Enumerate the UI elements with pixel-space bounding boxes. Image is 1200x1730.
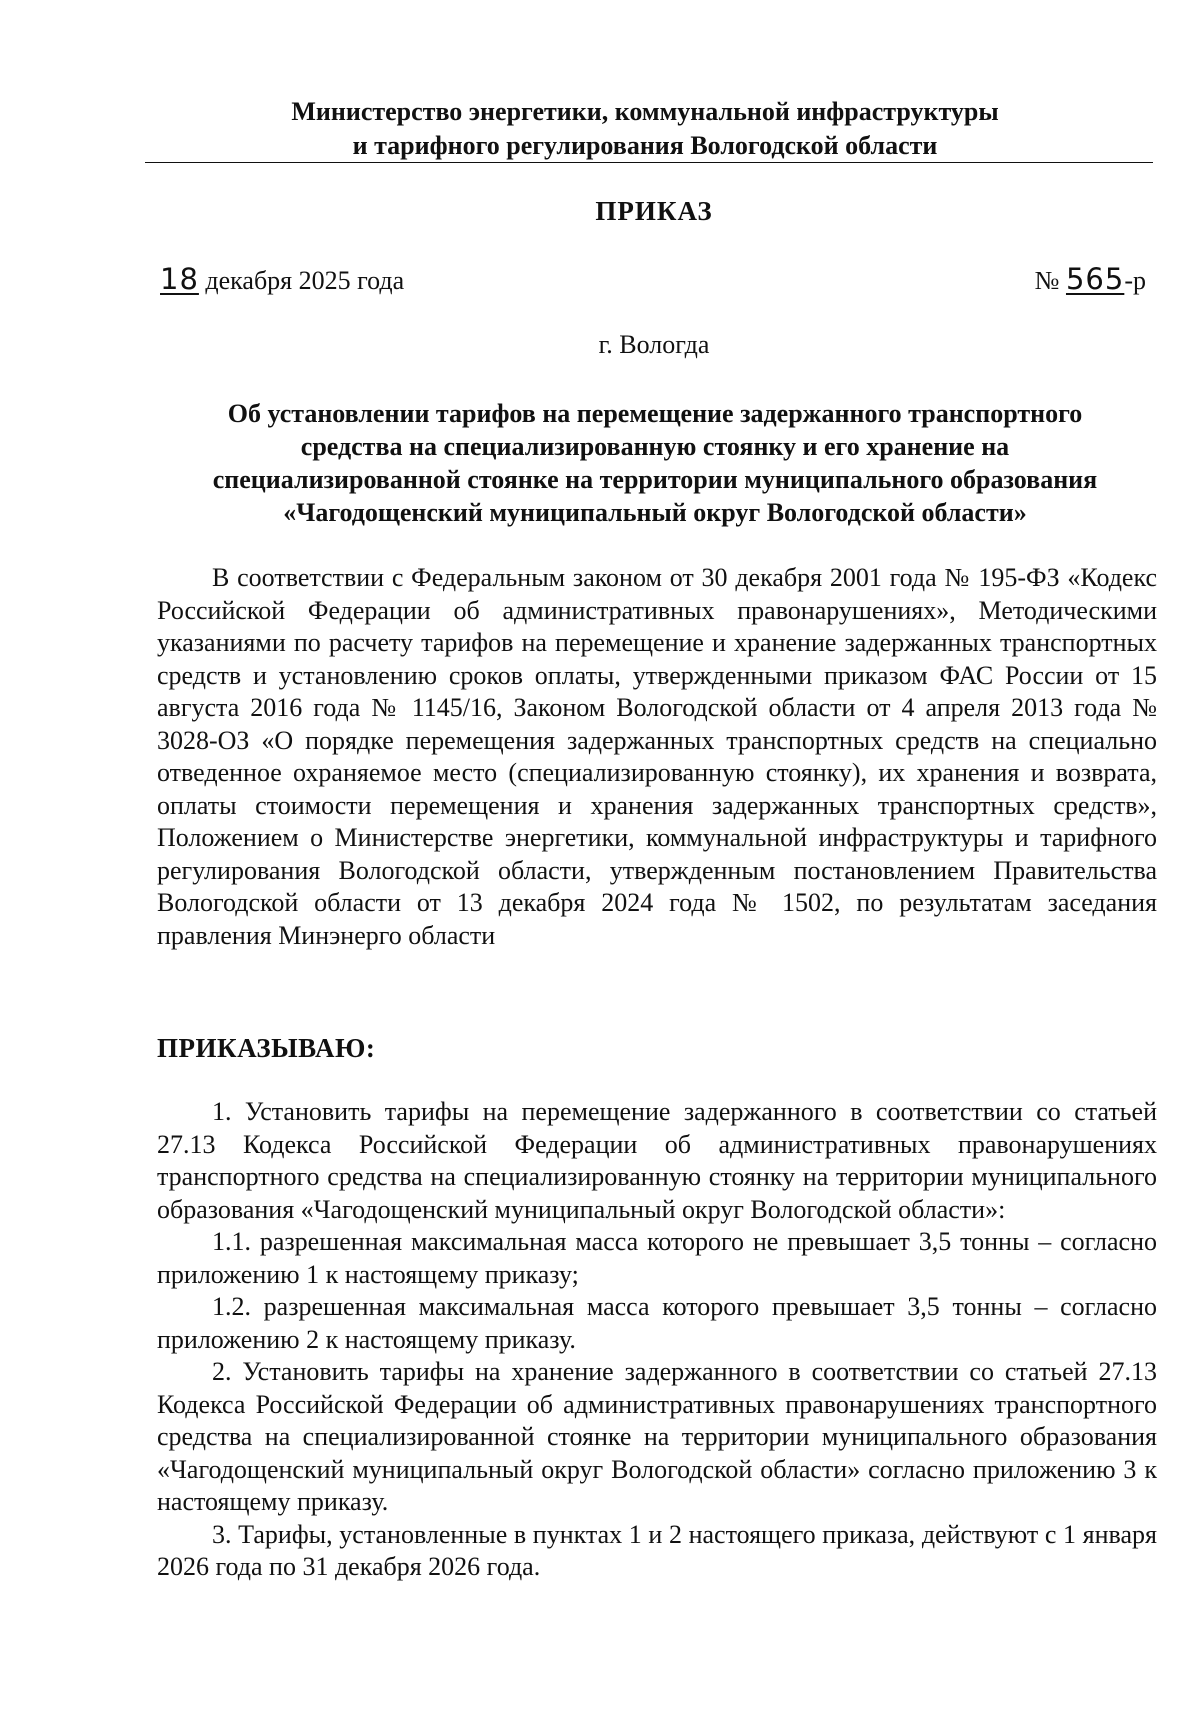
document-number — [1035, 262, 1146, 296]
date-month-year: декабря 2025 года — [198, 266, 405, 295]
document-city: г. Вологда — [598, 330, 710, 359]
header-divider — [145, 162, 1153, 163]
preamble-block — [157, 562, 1157, 952]
preamble-paragraph: В соответствии с Федеральным законом от 30 декабря 2001 года № 195-ФЗ «Кодекс Российской Федерации об административных правонарушениях», Методическими указаниями по расчету тарифов на перемещение и хранение задержанных транспортных средств и установлению сроков оплаты, утвержденными приказом ФАС России от 15 августа 2016 года № 1145/16, Законом Вологодской области от 4 апреля 2013 года № 3028-ОЗ «О порядке перемещения задержанных транспортных средств на специально отведенное охраняемое место (специализированную стоянку), их хранения и возврата, оплаты стоимости перемещения и хранения задержанных транспортных средств», Положением о Министерстве энергетики, коммунальной инфраструктуры и тарифного регулирования Вологодской области, утвержденным постановлением Правительства Вологодской области от 13 декабря 2024 года № 1502, по результатам заседания правления Минэнерго области — [157, 563, 1157, 950]
number-suffix: -р — [1124, 266, 1146, 295]
clauses-block — [157, 1096, 1157, 1584]
ministry-header — [145, 95, 1145, 163]
order-word: ПРИКАЗЫВАЮ: — [157, 1033, 376, 1063]
ministry-name-line-2: и тарифного регулирования Вологодской области — [352, 131, 938, 160]
date-day-handwritten: 18 — [160, 262, 199, 296]
number-prefix: № — [1034, 266, 1066, 295]
subject-line-2: средства на специализированную стоянку и его хранение на — [300, 432, 1010, 461]
number-handwritten: 565 — [1065, 262, 1125, 296]
clause-1: 1. Установить тарифы на перемещение задержанного в соответствии со статьей 27.13 Кодекса Российской Федерации об административных правонарушениях транспортного средства на специализированную стоянку на территории муниципального образования «Чагодощенский муниципальный округ Вологодской области»: — [157, 1097, 1157, 1224]
clause-3: 3. Тарифы, установленные в пунктах 1 и 2 настоящего приказа, действуют с 1 января 2026 года по 31 декабря 2026 года. — [157, 1519, 1157, 1581]
document-type: ПРИКАЗ — [595, 196, 713, 226]
document-date — [160, 262, 404, 296]
document-subject — [150, 397, 1160, 529]
clause-2: 2. Установить тарифы на хранение задержанного в соответствии со статьей 27.13 Кодекса Российской Федерации об административных правонарушениях транспортного средства на специализированной стоянке на территории муниципального образования «Чагодощенский муниципальный округ Вологодской области» согласно приложению 3 к настоящему приказу. — [157, 1357, 1157, 1516]
subject-line-1: Об установлении тарифов на перемещение задержанного транспортного — [227, 399, 1083, 428]
subject-line-4: «Чагодощенский муниципальный округ Вологодской области» — [283, 498, 1027, 527]
ministry-name-line-1: Министерство энергетики, коммунальной инфраструктуры — [291, 97, 999, 126]
clause-1-1: 1.1. разрешенная максимальная масса которого не превышает 3,5 тонны – согласно приложению 1 к настоящему приказу; — [157, 1227, 1157, 1289]
subject-line-3: специализированной стоянке на территории муниципального образования — [212, 465, 1098, 494]
clause-1-2: 1.2. разрешенная максимальная масса которого превышает 3,5 тонны – согласно приложению 2 к настоящему приказу. — [157, 1292, 1157, 1354]
